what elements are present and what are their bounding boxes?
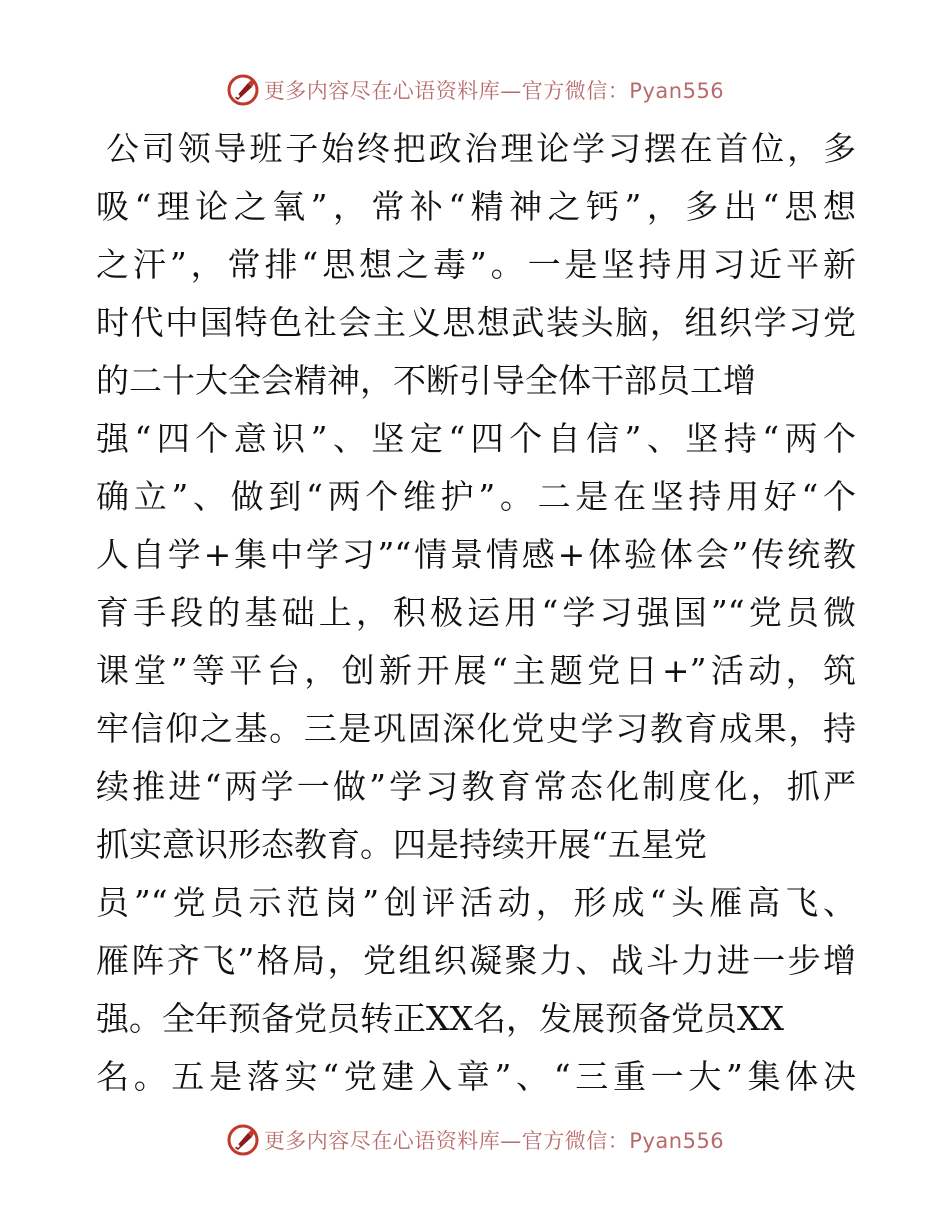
text-line-15: 雁阵齐飞”格局，党组织凝聚力、战斗力进一步增 xyxy=(96,941,856,980)
text-line-7: 确立”、做到“两个维护”。二是在坚持用好“个 xyxy=(96,477,856,516)
pen-nib-logo-icon xyxy=(226,1123,260,1157)
text-line-4: 时代中国特色社会主义思想武装头脑，组织学习党 xyxy=(96,303,856,342)
text-line-1: 公司领导班子始终把政治理论学习摆在首位，多 xyxy=(106,129,856,168)
text-line-17: 名。五是落实“党建入章”、“三重一大”集体决 xyxy=(96,1057,856,1096)
text-line-12: 续推进“两学一做”学习教育常态化制度化，抓严 xyxy=(96,767,856,806)
text-line-13: 抓实意识形态教育。四是持续开展“五星党 xyxy=(96,825,707,864)
text-line-11: 牢信仰之基。三是巩固深化党史学习教育成果，持 xyxy=(96,709,856,748)
footer-watermark xyxy=(0,1120,950,1160)
text-line-10: 课堂”等平台，创新开展“主题党日+”活动，筑 xyxy=(96,651,856,690)
document-paragraph xyxy=(96,120,856,1106)
text-line-2: 吸“理论之氧”，常补“精神之钙”，多出“思想 xyxy=(96,187,856,226)
text-line-3: 之汗”，常排“思想之毒”。一是坚持用习近平新 xyxy=(96,245,856,284)
header-watermark xyxy=(0,70,950,110)
text-line-9: 育手段的基础上，积极运用“学习强国”“党员微 xyxy=(96,593,856,632)
watermark-text: 更多内容尽在心语资料库—官方微信：Pyan556 xyxy=(263,1129,725,1153)
text-line-14: 员”“党员示范岗”创评活动，形成“头雁高飞、 xyxy=(96,883,856,922)
watermark-text: 更多内容尽在心语资料库—官方微信：Pyan556 xyxy=(263,79,725,103)
text-line-8: 人自学+集中学习”“情景情感+体验体会”传统教 xyxy=(96,535,856,574)
text-line-5: 的二十大全会精神，不断引导全体干部员工增 xyxy=(96,361,756,400)
text-line-6: 强“四个意识”、坚定“四个自信”、坚持“两个 xyxy=(96,419,856,458)
pen-nib-logo-icon xyxy=(226,73,260,107)
text-line-16: 强。全年预备党员转正XX名，发展预备党员XX xyxy=(96,999,784,1038)
